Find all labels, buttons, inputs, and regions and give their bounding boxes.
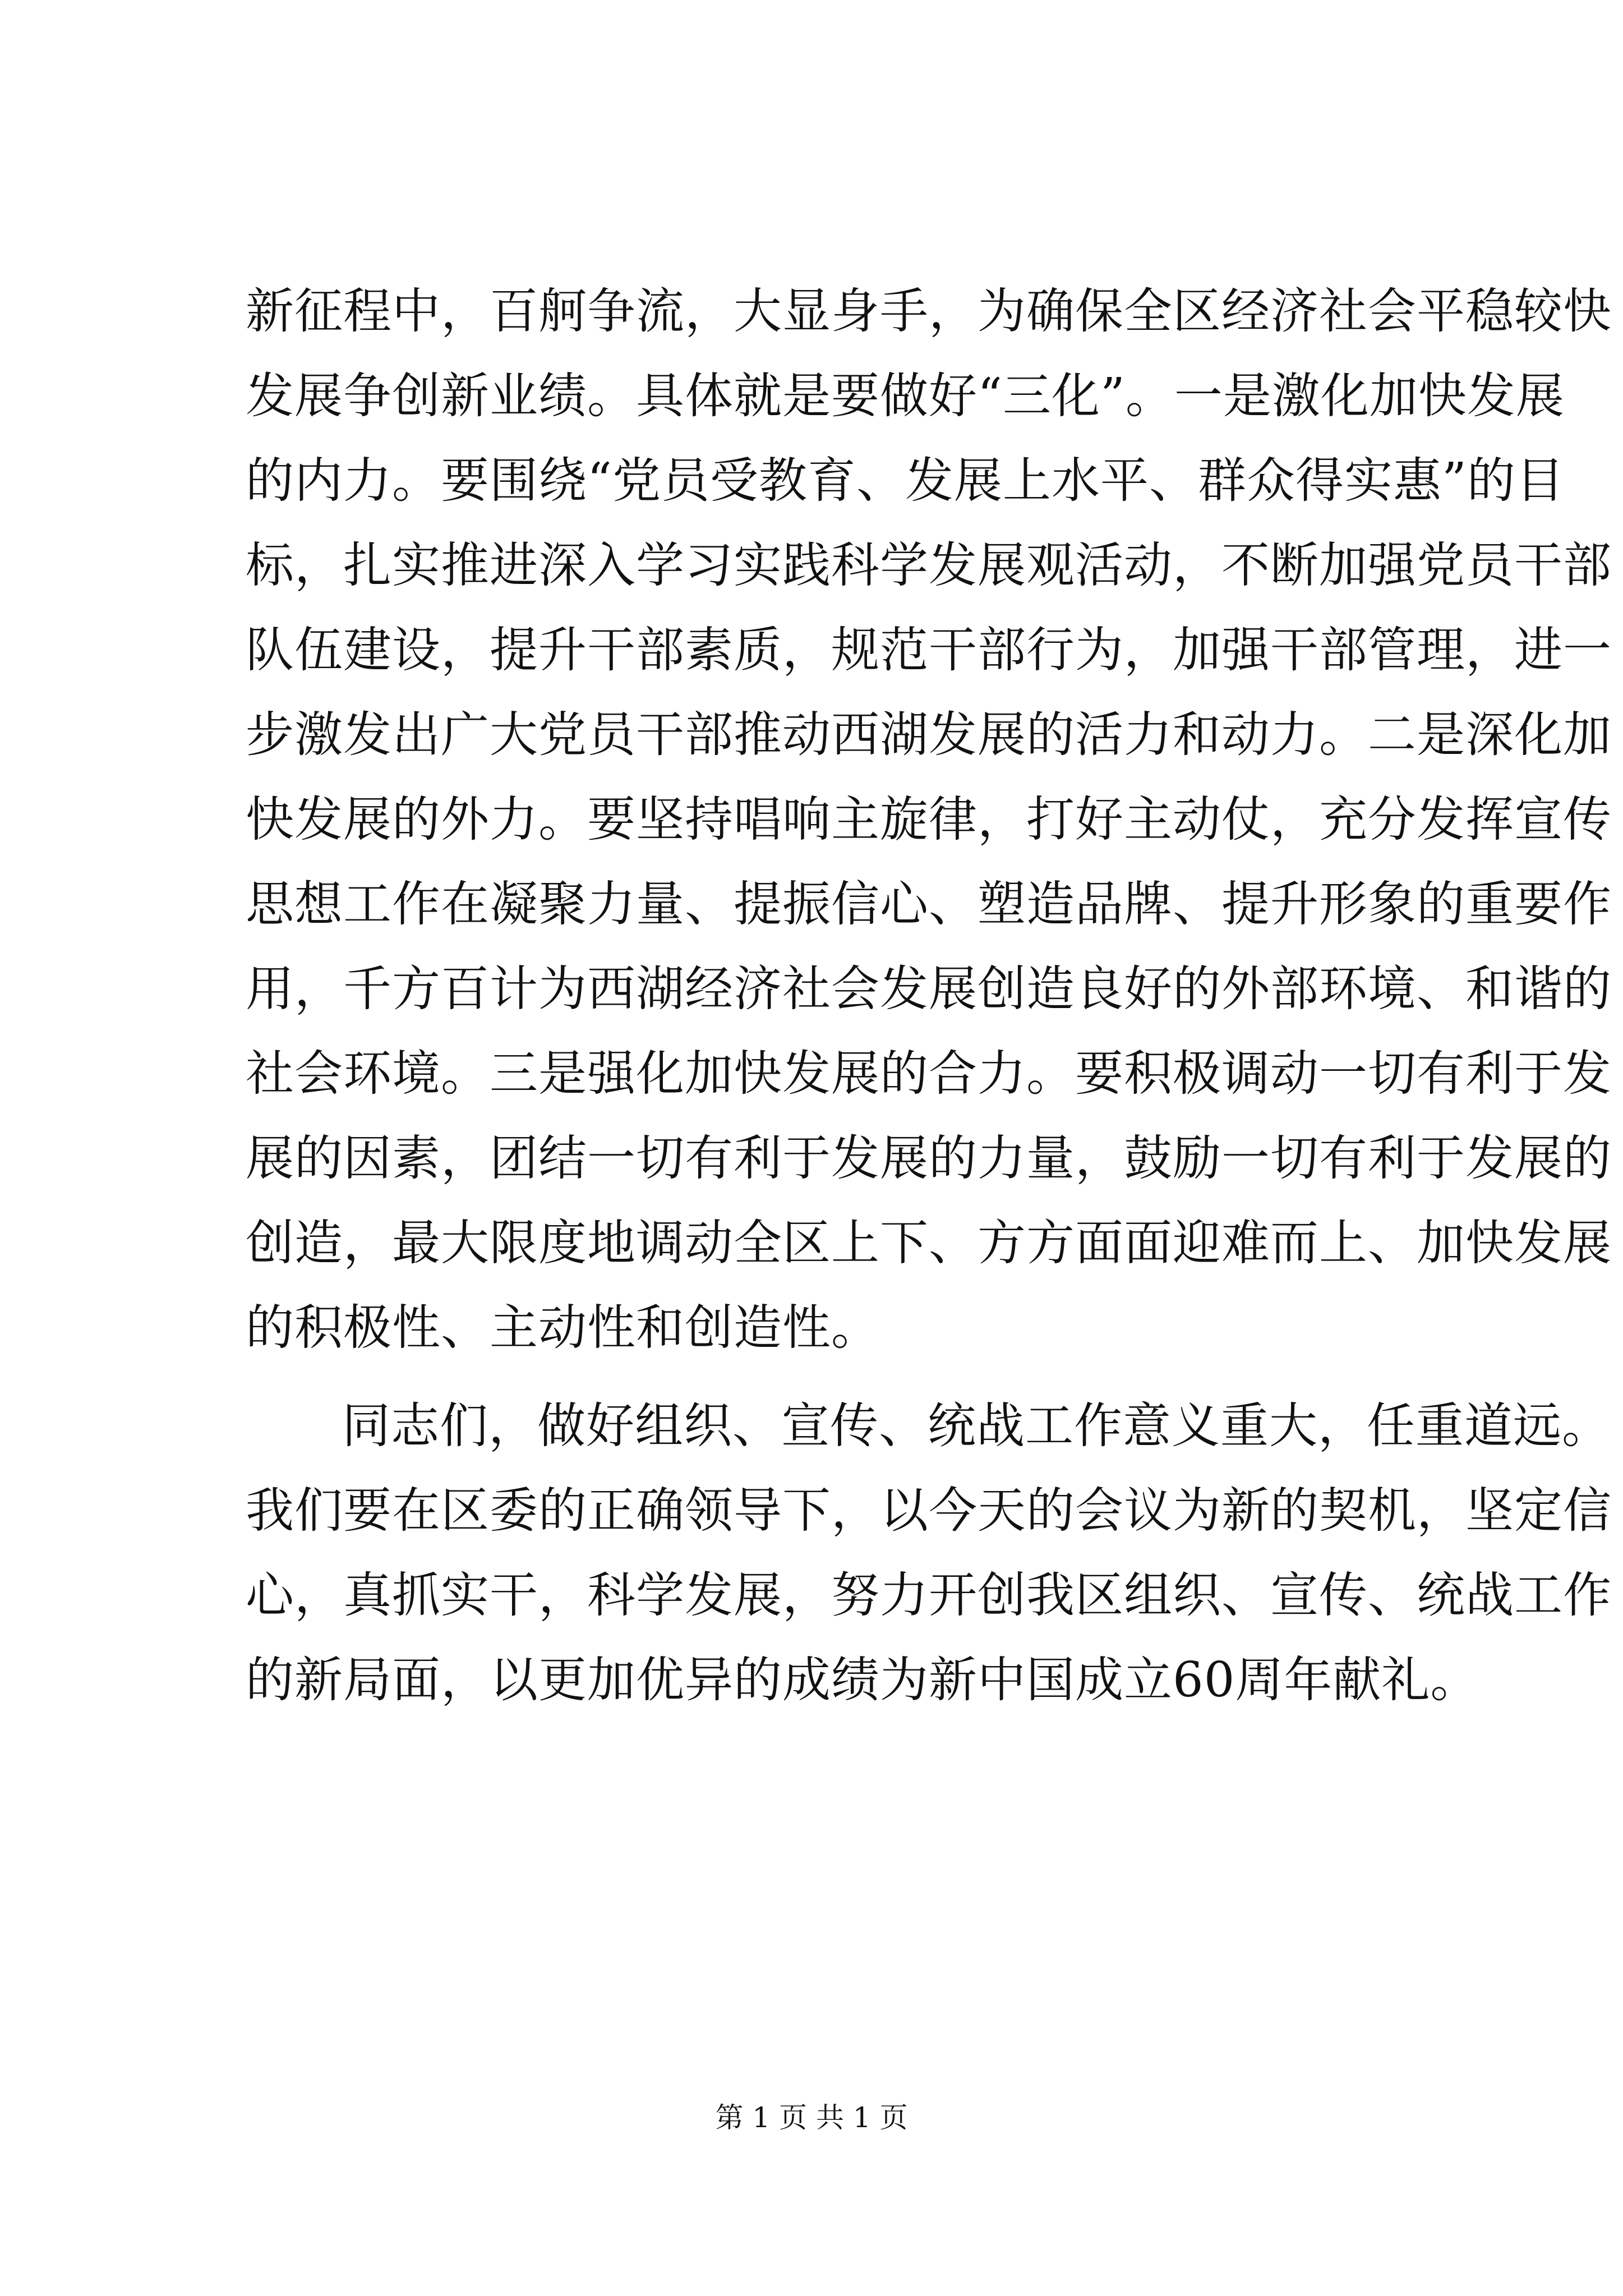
- paragraph-1: [246, 269, 1612, 1370]
- text-line: 的新局面，以更加优异的成绩为新中国成立60周年献礼。: [246, 1652, 1479, 1708]
- text-line: 标，扎实推进深入学习实践科学发展观活动，不断加强党员干部: [246, 537, 1612, 593]
- text-line: 步激发出广大党员干部推动西湖发展的活力和动力。二是深化加: [246, 707, 1612, 763]
- document-body: [246, 269, 1612, 1723]
- text-line: 同志们，做好组织、宣传、统战工作意义重大，任重道远。: [342, 1398, 1611, 1454]
- text-line: 的内力。要围绕“党员受教育、发展上水平、群众得实惠”的目: [246, 453, 1565, 509]
- text-line: 用，千方百计为西湖经济社会发展创造良好的外部环境、和谐的: [246, 961, 1612, 1017]
- text-line: 展的因素，团结一切有利于发展的力量，鼓励一切有利于发展的: [246, 1130, 1612, 1186]
- paragraph-spacer: [246, 1370, 1423, 1384]
- text-line: 我们要在区委的正确领导下，以今天的会议为新的契机，坚定信: [246, 1483, 1612, 1539]
- text-line: 思想工作在凝聚力量、提振信心、塑造品牌、提升形象的重要作: [246, 876, 1612, 932]
- text-line: 的积极性、主动性和创造性。: [246, 1300, 880, 1356]
- text-line: 队伍建设，提升干部素质，规范干部行为，加强干部管理，进一: [246, 622, 1612, 678]
- text-line: 快发展的外力。要坚持唱响主旋律，打好主动仗，充分发挥宣传: [246, 792, 1612, 848]
- text-line: 创造，最大限度地调动全区上下、方方面面迎难而上、加快发展: [246, 1215, 1612, 1271]
- paragraph-2: [246, 1384, 1612, 1723]
- page-footer: 第 1 页 共 1 页: [715, 2101, 908, 2134]
- text-line: 发展争创新业绩。具体就是要做好“三化”。一是激化加快发展: [246, 368, 1565, 424]
- text-line: 社会环境。三是强化加快发展的合力。要积极调动一切有利于发: [246, 1046, 1612, 1102]
- text-line: 新征程中，百舸争流，大显身手，为确保全区经济社会平稳较快: [246, 283, 1612, 339]
- text-line: 心，真抓实干，科学发展，努力开创我区组织、宣传、统战工作: [246, 1567, 1612, 1623]
